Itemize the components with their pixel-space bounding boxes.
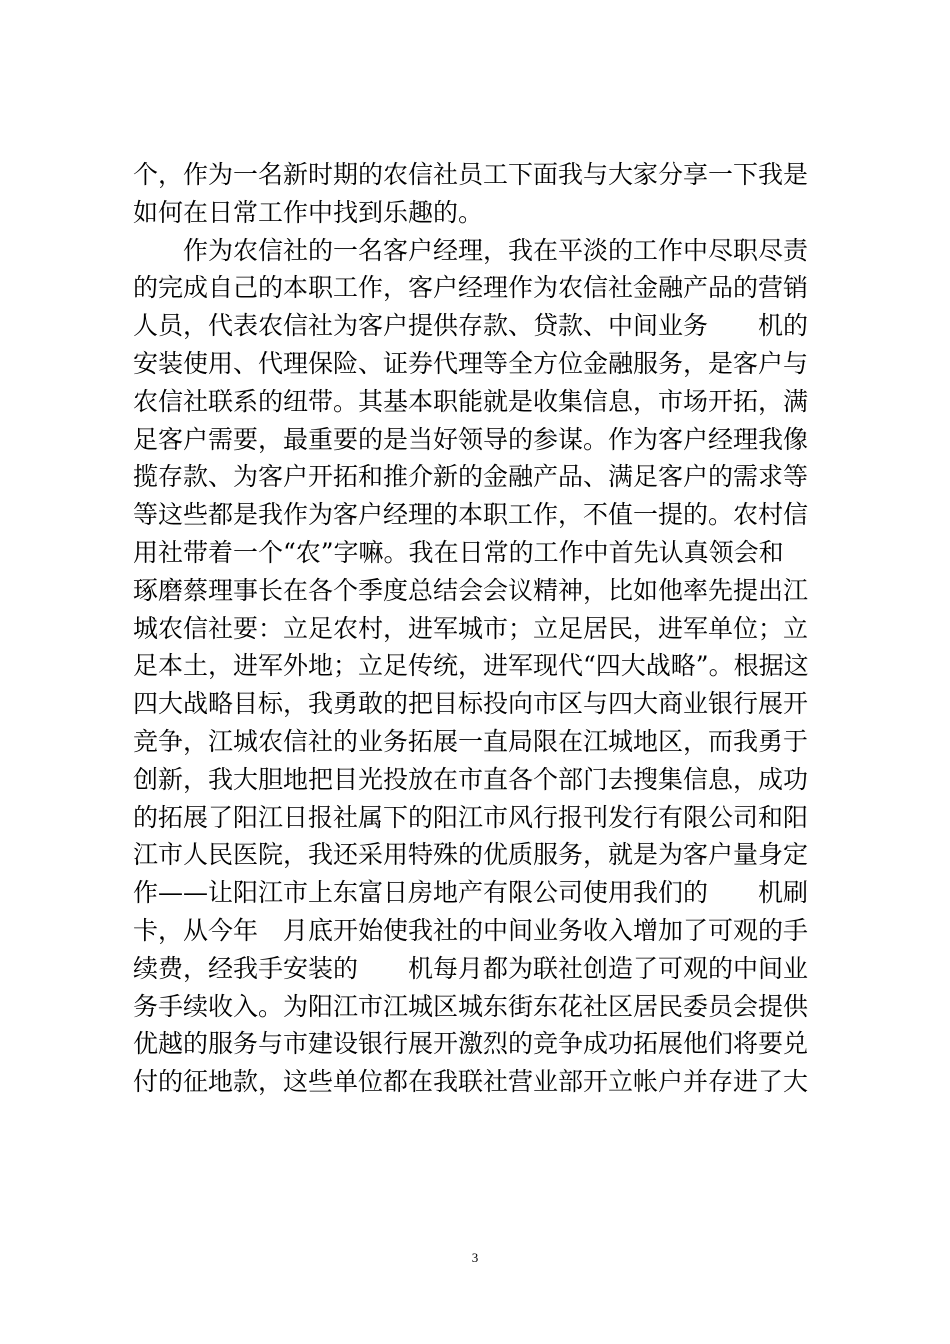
text-line: 安装使用、代理保险、证券代理等全方位金融服务，是客户与 — [133, 348, 809, 378]
text-line: 作为农信社的一名客户经理，我在平淡的工作中尽职尽责 — [133, 235, 809, 265]
text-line: 等这些都是我作为客户经理的本职工作，不值一提的。农村信 — [133, 500, 809, 530]
body-text — [133, 156, 833, 1101]
text-line: 付的征地款，这些单位都在我联社营业部开立帐户并存进了大 — [133, 1067, 809, 1097]
text-line: 务手续收入。为阳江市江城区城东街东花社区居民委员会提供 — [133, 991, 809, 1021]
text-line: 江市人民医院，我还采用特殊的优质服务，就是为客户量身定 — [133, 840, 809, 870]
text-line: 的拓展了阳江日报社属下的阳江市风行报刊发行有限公司和阳 — [133, 802, 809, 832]
text-line: 足客户需要，最重要的是当好领导的参谋。作为客户经理我像 — [133, 424, 809, 454]
text-line: 用社带着一个“农”字嘛。我在日常的工作中首先认真领会和 — [133, 537, 784, 567]
text-line: 优越的服务与市建设银行展开激烈的竞争成功拓展他们将要兑 — [133, 1029, 809, 1059]
text-line: 足本土，进军外地；立足传统，进军现代“四大战略”。根据这 — [133, 651, 809, 681]
text-line: 人员，代表农信社为客户提供存款、贷款、中间业务 机的 — [133, 311, 809, 341]
text-line: 农信社联系的纽带。其基本职能就是收集信息，市场开拓，满 — [133, 386, 809, 416]
text-line: 卡，从今年 月底开始使我社的中间业务收入增加了可观的手 — [133, 915, 809, 945]
text-line: 的完成自己的本职工作，客户经理作为农信社金融产品的营销 — [133, 273, 809, 303]
text-line: 揽存款、为客户开拓和推介新的金融产品、满足客户的需求等 — [133, 462, 809, 492]
text-line: 琢磨蔡理事长在各个季度总结会会议精神，比如他率先提出江 — [133, 575, 809, 605]
text-line: 作——让阳江市上东富日房地产有限公司使用我们的 机刷 — [133, 878, 809, 908]
text-line: 四大战略目标，我勇敢的把目标投向市区与四大商业银行展开 — [133, 689, 809, 719]
text-line: 城农信社要：立足农村，进军城市；立足居民，进军单位；立 — [133, 613, 809, 643]
text-line: 竞争，江城农信社的业务拓展一直局限在江城地区，而我勇于 — [133, 726, 809, 756]
text-line: 创新，我大胆地把目光投放在市直各个部门去搜集信息，成功 — [133, 764, 809, 794]
text-line: 如何在日常工作中找到乐趣的。 — [133, 197, 484, 227]
text-line: 个，作为一名新时期的农信社员工下面我与大家分享一下我是 — [133, 160, 809, 189]
text-line: 续费，经我手安装的 机每月都为联社创造了可观的中间业 — [133, 953, 809, 983]
page-number: 3 — [471, 1250, 479, 1265]
